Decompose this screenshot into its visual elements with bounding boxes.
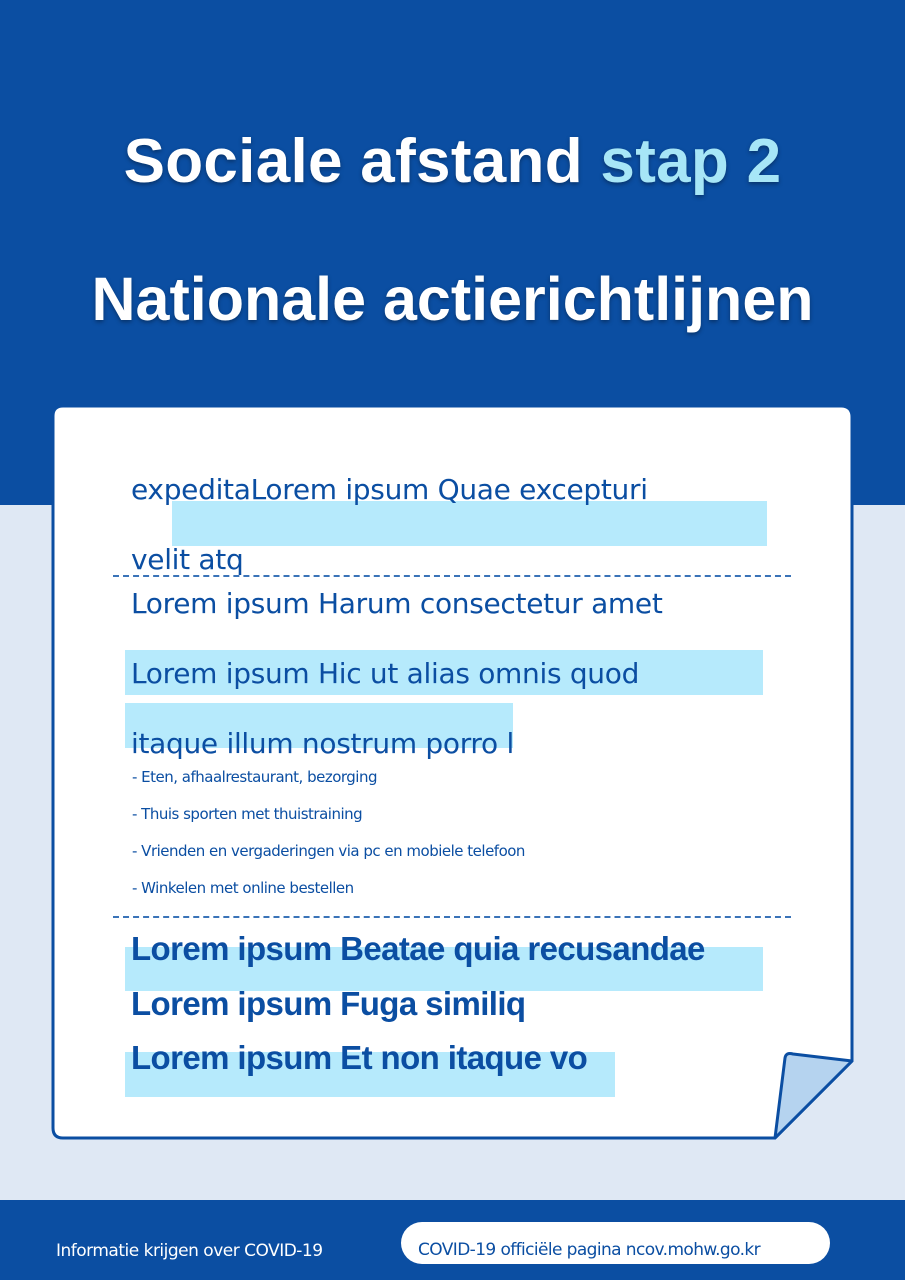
highlight-mark: [172, 501, 767, 546]
footer-info-text: Informatie krijgen over COVID-19: [56, 1241, 323, 1261]
bullet-item: - Winkelen met online bestellen: [132, 879, 354, 897]
bullet-item: - Thuis sporten met thuistraining: [132, 805, 363, 823]
title-main: Sociale afstand: [123, 127, 583, 196]
title-highlight: stap 2: [600, 127, 782, 196]
bullet-item: - Eten, afhaalrestaurant, bezorging: [132, 768, 378, 786]
page-subtitle: Nationale actierichtlijnen: [91, 265, 814, 333]
notice-body-line: itaque illum nostrum porro l: [131, 727, 514, 760]
notice-body-line: Lorem ipsum Harum consectetur amet: [131, 587, 663, 620]
divider: [113, 575, 791, 577]
notice-intro-line: expeditaLorem ipsum Quae excepturi: [131, 473, 648, 506]
notice-bold-line: Lorem ipsum Fuga similiq: [131, 985, 526, 1022]
notice-bold-line: Lorem ipsum Et non itaque vo: [131, 1039, 588, 1076]
official-page-link-label[interactable]: COVID-19 officiële pagina ncov.mohw.go.kr: [418, 1240, 761, 1260]
notice-body-line: Lorem ipsum Hic ut alias omnis quod: [131, 657, 640, 690]
notice-intro-line: velit atq: [131, 543, 244, 576]
notice-bold-line: Lorem ipsum Beatae quia recusandae: [131, 930, 705, 967]
bullet-item: - Vrienden en vergaderingen via pc en mobiele telefoon: [132, 842, 525, 860]
divider: [113, 916, 791, 918]
page-title: [0, 126, 905, 197]
page-curl-icon: [775, 1054, 852, 1139]
